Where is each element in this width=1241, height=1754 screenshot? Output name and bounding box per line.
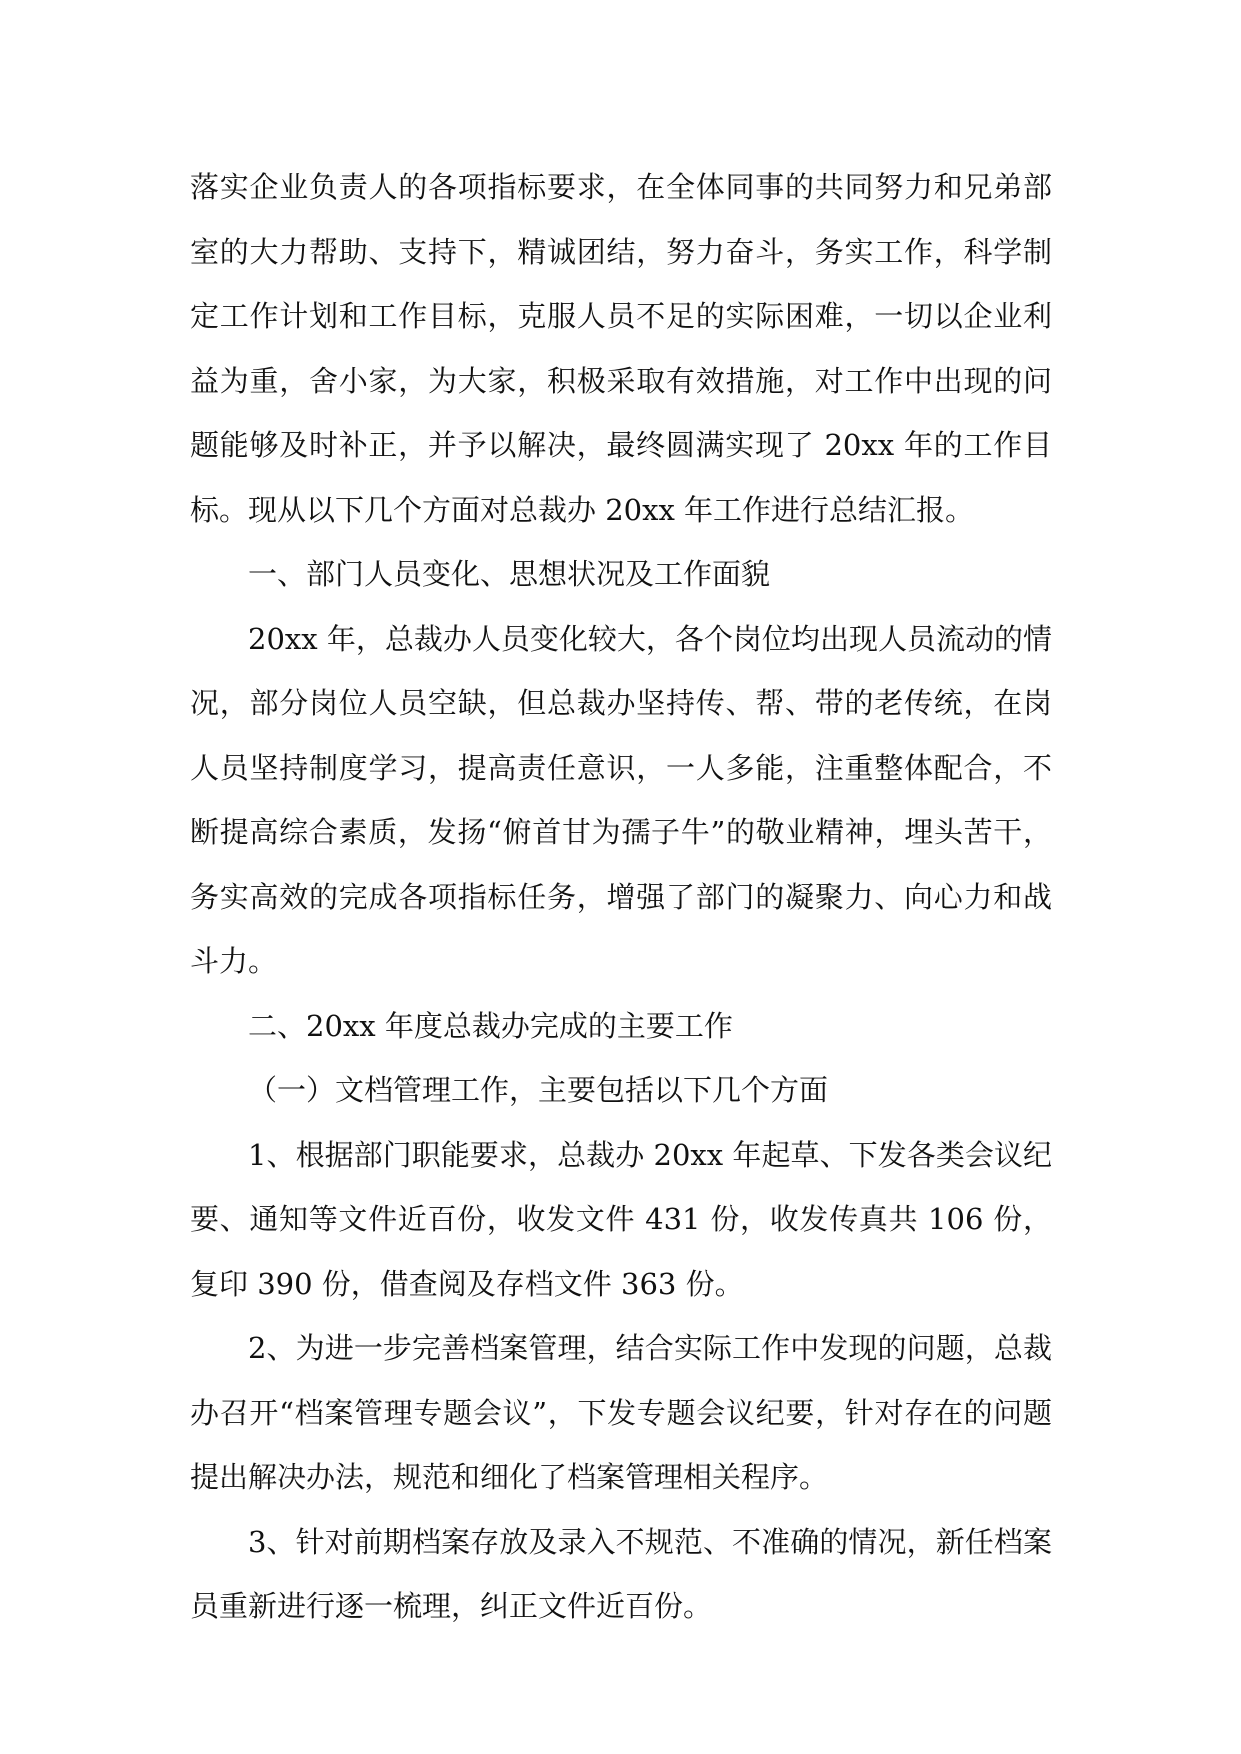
section-heading-1: 一、部门人员变化、思想状况及工作面貌	[248, 557, 771, 591]
subsection-heading-1: （一）文档管理工作，主要包括以下几个方面	[248, 1073, 829, 1107]
list-item-1: 1、根据部门职能要求，总裁办 20xx 年起草、下发各类会议纪要、通知等文件近百份，收发文件 431 份，收发传真共 106 份，复印 390 份，借查阅及存档文件 363 份。	[190, 1137, 1052, 1301]
list-item-3: 3、针对前期档案存放及录入不规范、不准确的情况，新任档案员重新进行逐一梳理，纠正文件近百份。	[190, 1524, 1052, 1623]
section-heading-2: 二、20xx 年度总裁办完成的主要工作	[248, 1008, 733, 1043]
paragraph-continuation: 落实企业负责人的各项指标要求，在全体同事的共同努力和兄弟部室的大力帮助、支持下，精诚团结，努力奋斗，务实工作，科学制定工作计划和工作目标，克服人员不足的实际困难，一切以企业利益为重，舍小家，为大家，积极采取有效措施，对工作中出现的问题能够及时补正，并予以解决，最终圆满实现了 20xx 年的工作目标。现从以下几个方面对总裁办 20xx 年工作进行总结汇报。	[190, 170, 1052, 527]
paragraph-staff-changes: 20xx 年，总裁办人员变化较大，各个岗位均出现人员流动的情况，部分岗位人员空缺，但总裁办坚持传、帮、带的老传统，在岗人员坚持制度学习，提高责任意识，一人多能，注重整体配合，不断提高综合素质，发扬“俯首甘为孺子牛”的敬业精神，埋头苦干，务实高效的完成各项指标任务，增强了部门的凝聚力、向心力和战斗力。	[190, 621, 1052, 978]
list-item-2: 2、为进一步完善档案管理，结合实际工作中发现的问题，总裁办召开“档案管理专题会议”，下发专题会议纪要，针对存在的问题提出解决办法，规范和细化了档案管理相关程序。	[190, 1331, 1052, 1494]
document-body	[190, 155, 1052, 1639]
